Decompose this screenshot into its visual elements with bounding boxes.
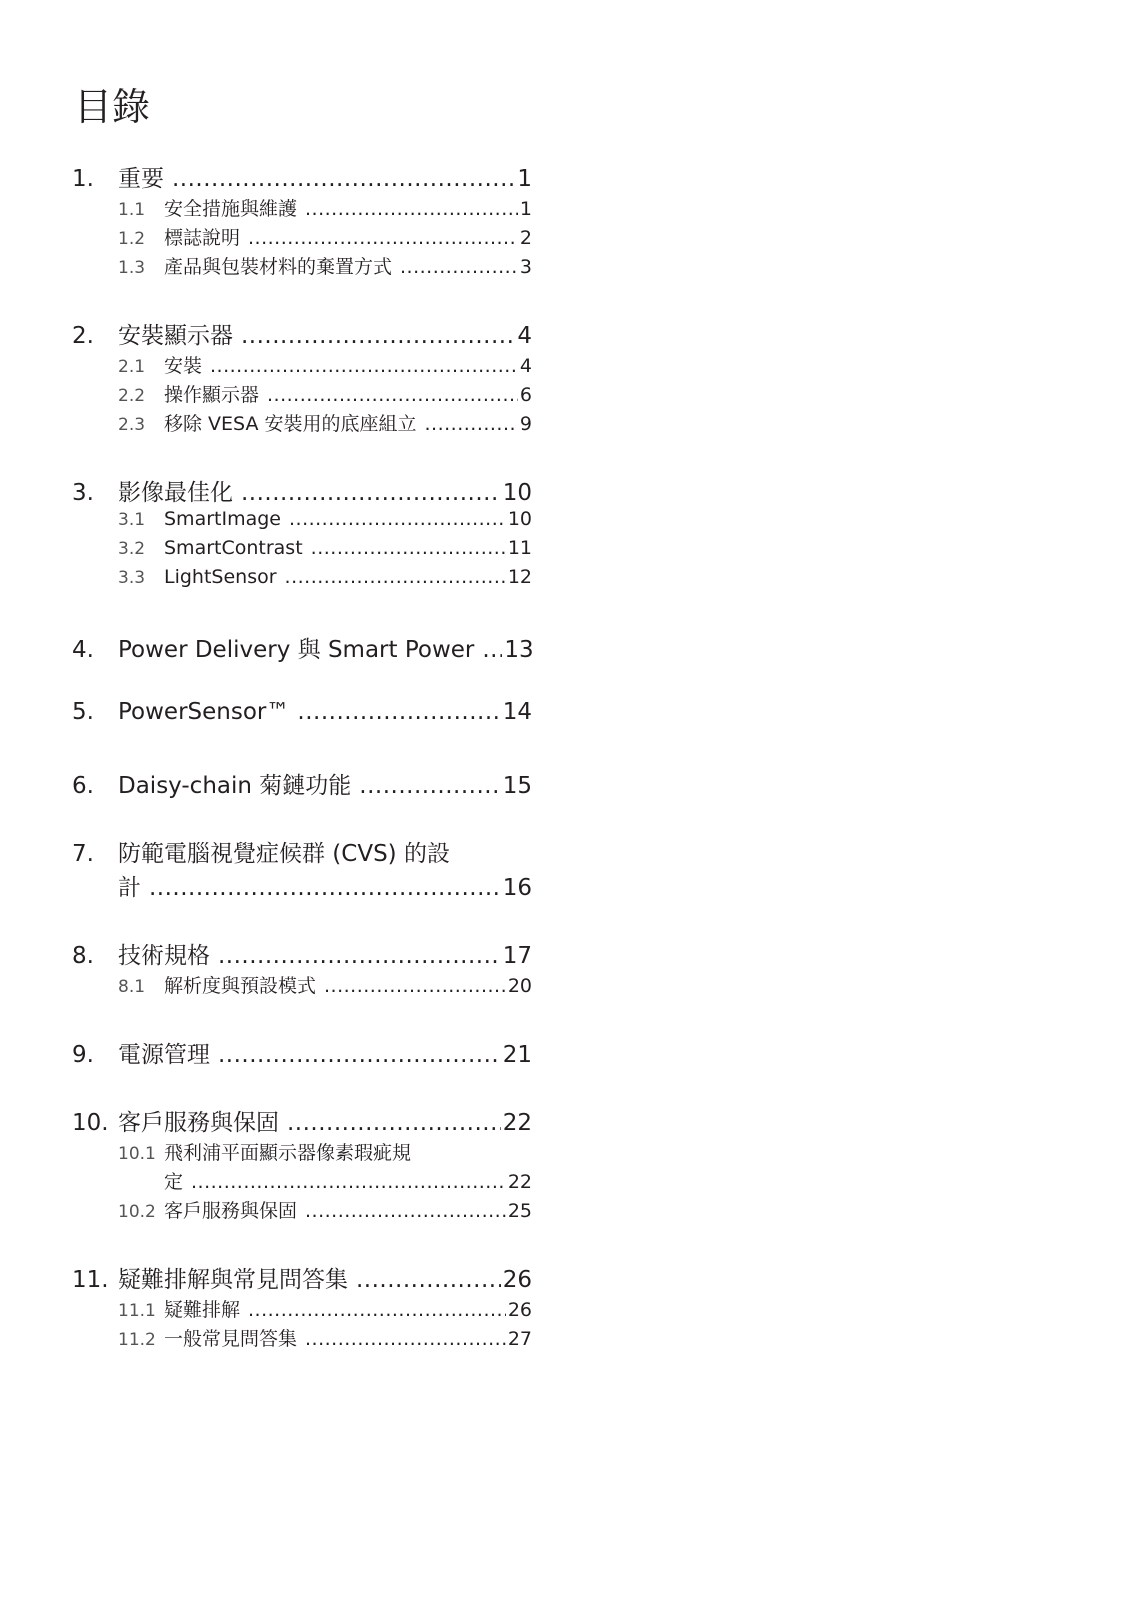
toc-title: 影像最佳化 bbox=[118, 480, 233, 506]
toc-entry-7-continued[interactable] bbox=[72, 869, 532, 903]
table-of-contents bbox=[72, 160, 532, 1353]
toc-number: 2.1 bbox=[118, 357, 146, 377]
dot-leader bbox=[210, 355, 518, 377]
toc-page: 4 bbox=[519, 355, 532, 377]
dot-leader bbox=[400, 256, 518, 278]
toc-page: 13 bbox=[504, 637, 534, 663]
dot-leader bbox=[149, 875, 501, 901]
toc-title: 安裝顯示器 bbox=[118, 323, 233, 349]
toc-page: 4 bbox=[517, 323, 532, 349]
toc-page: 22 bbox=[507, 1171, 532, 1193]
toc-number: 8. bbox=[72, 943, 94, 969]
toc-title: 客戶服務與保固 bbox=[118, 1110, 279, 1136]
toc-number: 3. bbox=[72, 480, 94, 506]
toc-page: 16 bbox=[502, 875, 532, 901]
toc-number: 1.3 bbox=[118, 258, 146, 278]
toc-page: 11 bbox=[507, 537, 532, 559]
toc-entry-10[interactable] bbox=[72, 1104, 532, 1138]
toc-entry-2-3[interactable] bbox=[72, 409, 532, 438]
dot-leader bbox=[241, 323, 515, 349]
toc-title: 產品與包裝材料的棄置方式 bbox=[164, 256, 393, 278]
toc-title: 疑難排解 bbox=[164, 1299, 241, 1321]
toc-entry-5[interactable] bbox=[72, 699, 532, 733]
toc-number: 10. bbox=[72, 1110, 109, 1136]
toc-page: 1 bbox=[519, 198, 532, 220]
dot-leader bbox=[305, 198, 518, 220]
toc-number: 8.1 bbox=[118, 977, 146, 997]
toc-entry-4[interactable] bbox=[72, 631, 532, 665]
dot-leader bbox=[241, 480, 501, 506]
dot-leader bbox=[218, 1042, 501, 1068]
toc-number: 3.1 bbox=[118, 510, 146, 530]
toc-title: 技術規格 bbox=[118, 943, 210, 969]
dot-leader bbox=[305, 1200, 506, 1222]
toc-entry-2-2[interactable] bbox=[72, 380, 532, 409]
toc-entry-3-2[interactable] bbox=[72, 537, 532, 566]
toc-number: 2. bbox=[72, 323, 94, 349]
toc-number: 1. bbox=[72, 166, 94, 192]
toc-entry-2[interactable] bbox=[72, 317, 532, 351]
toc-entry-1-1[interactable] bbox=[72, 194, 532, 223]
dot-leader bbox=[248, 1299, 506, 1321]
toc-entry-3[interactable] bbox=[72, 474, 532, 508]
toc-entry-11[interactable] bbox=[72, 1261, 532, 1295]
dot-leader bbox=[218, 943, 501, 969]
toc-page: 21 bbox=[502, 1042, 532, 1068]
toc-number: 11.1 bbox=[118, 1301, 156, 1321]
toc-page: 15 bbox=[502, 773, 532, 799]
toc-page: 25 bbox=[507, 1200, 532, 1222]
toc-page: 27 bbox=[507, 1328, 532, 1350]
toc-title: SmartImage bbox=[164, 508, 281, 530]
toc-entry-11-1[interactable] bbox=[72, 1295, 532, 1324]
toc-title: Power Delivery 與 Smart Power bbox=[118, 637, 475, 663]
toc-entry-9[interactable] bbox=[72, 1036, 532, 1070]
toc-number: 1.1 bbox=[118, 200, 146, 220]
toc-entry-3-1[interactable] bbox=[72, 508, 532, 537]
toc-page: 2 bbox=[519, 227, 532, 249]
toc-title: 飛利浦平面顯示器像素瑕疵規 bbox=[164, 1142, 412, 1164]
toc-entry-8[interactable] bbox=[72, 937, 532, 971]
dot-leader bbox=[297, 699, 500, 725]
toc-title: 移除 VESA 安裝用的底座組立 bbox=[164, 413, 417, 435]
dot-leader bbox=[267, 384, 518, 406]
dot-leader bbox=[172, 166, 515, 192]
toc-number: 11. bbox=[72, 1267, 109, 1293]
toc-title: LightSensor bbox=[164, 566, 277, 588]
toc-page: 6 bbox=[519, 384, 532, 406]
toc-page: 17 bbox=[502, 943, 532, 969]
toc-number: 6. bbox=[72, 773, 94, 799]
dot-leader bbox=[289, 508, 506, 530]
toc-title: 標誌說明 bbox=[164, 227, 241, 249]
toc-title: 一般常見問答集 bbox=[164, 1328, 298, 1350]
toc-title: 客戶服務與保固 bbox=[164, 1200, 298, 1222]
toc-entry-7[interactable] bbox=[72, 835, 532, 869]
toc-title: 防範電腦視覺症候群 (CVS) 的設 bbox=[118, 841, 450, 867]
dot-leader bbox=[285, 566, 506, 588]
toc-number: 4. bbox=[72, 637, 94, 663]
toc-entry-6[interactable] bbox=[72, 767, 532, 801]
dot-leader bbox=[305, 1328, 506, 1350]
toc-title: 安裝 bbox=[164, 355, 203, 377]
dot-leader bbox=[191, 1171, 506, 1193]
toc-page: 22 bbox=[502, 1110, 532, 1136]
toc-entry-3-3[interactable] bbox=[72, 566, 532, 595]
toc-title: 重要 bbox=[118, 166, 164, 192]
dot-leader bbox=[324, 975, 506, 997]
toc-title-continued: 計 bbox=[118, 875, 141, 901]
toc-page: 9 bbox=[519, 413, 532, 435]
dot-leader bbox=[359, 773, 500, 799]
toc-page: 26 bbox=[507, 1299, 532, 1321]
toc-number: 10.2 bbox=[118, 1202, 156, 1222]
toc-number: 2.3 bbox=[118, 415, 146, 435]
toc-number: 11.2 bbox=[118, 1330, 156, 1350]
toc-number: 3.2 bbox=[118, 539, 146, 559]
toc-number: 3.3 bbox=[118, 568, 146, 588]
toc-entry-1-3[interactable] bbox=[72, 252, 532, 281]
toc-number: 5. bbox=[72, 699, 94, 725]
toc-title: 電源管理 bbox=[118, 1042, 210, 1068]
toc-page: 26 bbox=[502, 1267, 532, 1293]
toc-title: Daisy-chain 菊鏈功能 bbox=[118, 773, 352, 799]
toc-entry-10-1[interactable] bbox=[72, 1138, 532, 1167]
toc-number: 10.1 bbox=[118, 1144, 156, 1164]
toc-number: 1.2 bbox=[118, 229, 146, 249]
page-title: 目錄 bbox=[74, 85, 151, 129]
dot-leader bbox=[248, 227, 518, 249]
toc-entry-1-2[interactable] bbox=[72, 223, 532, 252]
toc-page: 1 bbox=[517, 166, 532, 192]
toc-title: SmartContrast bbox=[164, 537, 303, 559]
toc-title-continued: 定 bbox=[164, 1171, 184, 1193]
toc-title: 安全措施與維護 bbox=[164, 198, 298, 220]
dot-leader bbox=[311, 537, 506, 559]
toc-entry-1[interactable] bbox=[72, 160, 532, 194]
toc-page: 10 bbox=[507, 508, 532, 530]
toc-page: 3 bbox=[519, 256, 532, 278]
toc-entry-8-1[interactable] bbox=[72, 971, 532, 1000]
toc-page: 14 bbox=[502, 699, 532, 725]
dot-leader bbox=[482, 637, 502, 663]
toc-title: 解析度與預設模式 bbox=[164, 975, 317, 997]
dot-leader bbox=[356, 1267, 501, 1293]
toc-title: PowerSensor™ bbox=[118, 699, 290, 725]
toc-title: 操作顯示器 bbox=[164, 384, 260, 406]
toc-page: 12 bbox=[507, 566, 532, 588]
toc-entry-10-2[interactable] bbox=[72, 1196, 532, 1225]
toc-page: 20 bbox=[507, 975, 532, 997]
toc-number: 9. bbox=[72, 1042, 94, 1068]
toc-entry-10-1-continued[interactable] bbox=[72, 1167, 532, 1196]
toc-page: 10 bbox=[502, 480, 532, 506]
toc-number: 7. bbox=[72, 841, 94, 867]
toc-entry-2-1[interactable] bbox=[72, 351, 532, 380]
toc-title: 疑難排解與常見問答集 bbox=[118, 1267, 348, 1293]
toc-number: 2.2 bbox=[118, 386, 146, 406]
dot-leader bbox=[287, 1110, 501, 1136]
dot-leader bbox=[425, 413, 518, 435]
toc-entry-11-2[interactable] bbox=[72, 1324, 532, 1353]
